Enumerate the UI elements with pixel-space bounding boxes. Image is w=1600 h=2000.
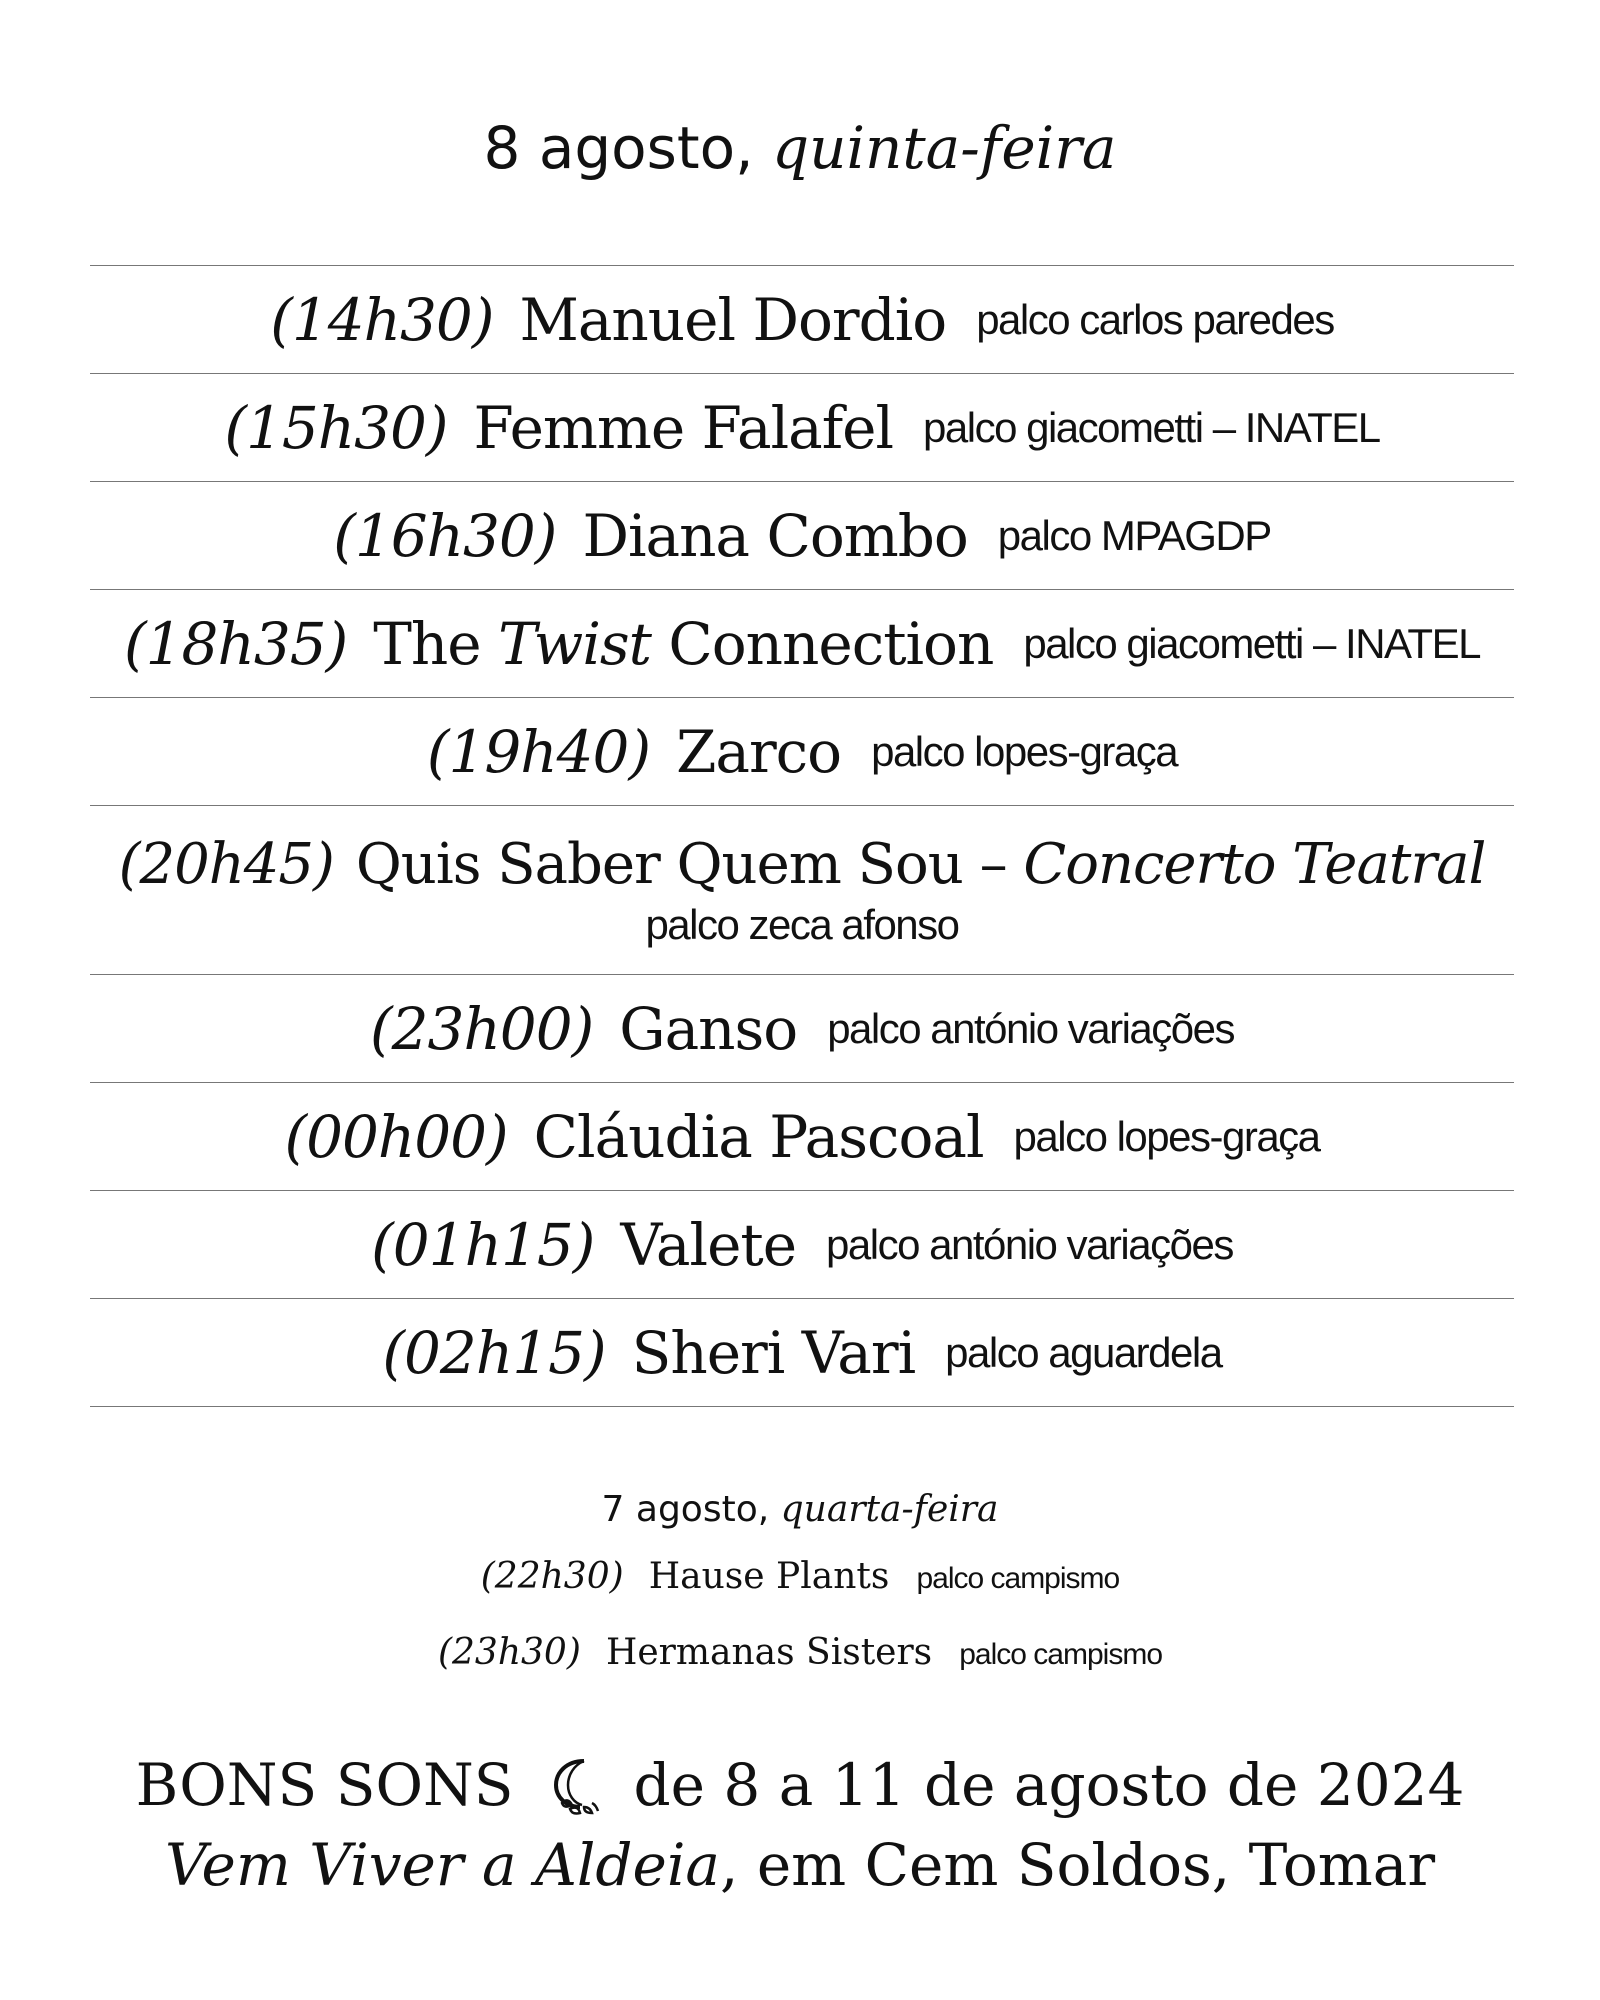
event-artist: Cláudia Pascoal bbox=[533, 1102, 984, 1171]
event-artist: Femme Falafel bbox=[473, 393, 894, 462]
event-time: (19h40) bbox=[426, 717, 651, 786]
schedule-row bbox=[90, 1083, 1514, 1191]
event-time: (23h00) bbox=[370, 994, 594, 1063]
event-main-line bbox=[119, 832, 1486, 897]
schedule-row bbox=[90, 266, 1514, 374]
event-artist: Ganso bbox=[619, 994, 798, 1063]
event-stage: palco antónio variações bbox=[826, 1220, 1233, 1268]
previous-date: 7 agosto, bbox=[601, 1489, 770, 1530]
event-artist: Diana Combo bbox=[582, 501, 968, 570]
footer bbox=[0, 1745, 1600, 1905]
festival-name: BONS SONS bbox=[135, 1751, 514, 1819]
event-time: (16h30) bbox=[333, 501, 557, 570]
event-artist: Hause Plants bbox=[648, 1556, 890, 1597]
event-time: (02h15) bbox=[382, 1318, 606, 1387]
festival-dates: de 8 a 11 de agosto de 2024 bbox=[633, 1751, 1465, 1819]
event-stage: palco lopes-graça bbox=[1013, 1112, 1320, 1160]
main-date: 8 agosto, bbox=[483, 114, 754, 182]
event-artist: Zarco bbox=[676, 717, 842, 786]
artist-part: Quis Saber Quem Sou – bbox=[355, 831, 1024, 897]
location: , em Cem Soldos, Tomar bbox=[719, 1831, 1436, 1899]
previous-date-heading bbox=[0, 1478, 1600, 1542]
event-stage: palco carlos paredes bbox=[976, 295, 1334, 343]
schedule-list bbox=[90, 265, 1514, 1407]
main-weekday: quinta-feira bbox=[771, 114, 1117, 182]
event-stage: palco giacometti – INATEL bbox=[1023, 619, 1480, 667]
event-stage: palco zeca afonso bbox=[645, 900, 959, 948]
event-time: (14h30) bbox=[270, 285, 494, 354]
schedule-row bbox=[90, 698, 1514, 806]
previous-row bbox=[0, 1618, 1600, 1694]
artist-part-italic: Twist bbox=[498, 609, 651, 678]
event-time: (22h30) bbox=[480, 1556, 624, 1597]
tagline: Vem Viver a Aldeia bbox=[164, 1831, 720, 1899]
event-artist bbox=[356, 832, 1486, 897]
event-stage: palco campismo bbox=[959, 1638, 1163, 1671]
footer-line-2 bbox=[0, 1825, 1600, 1905]
schedule-row bbox=[90, 590, 1514, 698]
event-time: (20h45) bbox=[118, 831, 334, 897]
event-stage: palco MPAGDP bbox=[997, 511, 1271, 559]
main-date-heading bbox=[0, 108, 1600, 188]
event-stage: palco campismo bbox=[916, 1562, 1120, 1595]
event-time: (15h30) bbox=[224, 393, 448, 462]
event-time: (18h35) bbox=[124, 609, 348, 678]
event-artist: Manuel Dordio bbox=[519, 285, 947, 354]
schedule-row bbox=[90, 806, 1514, 975]
event-stage: palco antónio variações bbox=[827, 1004, 1234, 1052]
event-stage: palco lopes-graça bbox=[871, 727, 1178, 775]
event-artist: Sheri Vari bbox=[631, 1318, 916, 1387]
schedule-row bbox=[90, 374, 1514, 482]
schedule-row bbox=[90, 482, 1514, 590]
event-time: (00h00) bbox=[284, 1102, 508, 1171]
event-stage: palco giacometti – INATEL bbox=[923, 403, 1380, 451]
artist-part: The bbox=[373, 609, 499, 678]
schedule-row bbox=[90, 1299, 1514, 1407]
footer-line-1 bbox=[0, 1745, 1600, 1825]
previous-day-block bbox=[0, 1478, 1600, 1694]
event-artist: Valete bbox=[620, 1210, 797, 1279]
event-artist bbox=[373, 610, 993, 678]
artist-part: Connection bbox=[650, 609, 994, 678]
event-stage: palco aguardela bbox=[945, 1328, 1222, 1376]
artist-part-italic: Concerto Teatral bbox=[1023, 831, 1486, 897]
previous-weekday: quarta-feira bbox=[780, 1489, 999, 1530]
event-time: (23h30) bbox=[437, 1632, 581, 1673]
schedule-row bbox=[90, 975, 1514, 1083]
event-artist: Hermanas Sisters bbox=[605, 1632, 933, 1673]
crescent-wreath-icon bbox=[544, 1753, 608, 1817]
event-time: (01h15) bbox=[371, 1210, 595, 1279]
previous-row bbox=[0, 1542, 1600, 1618]
schedule-row bbox=[90, 1191, 1514, 1299]
